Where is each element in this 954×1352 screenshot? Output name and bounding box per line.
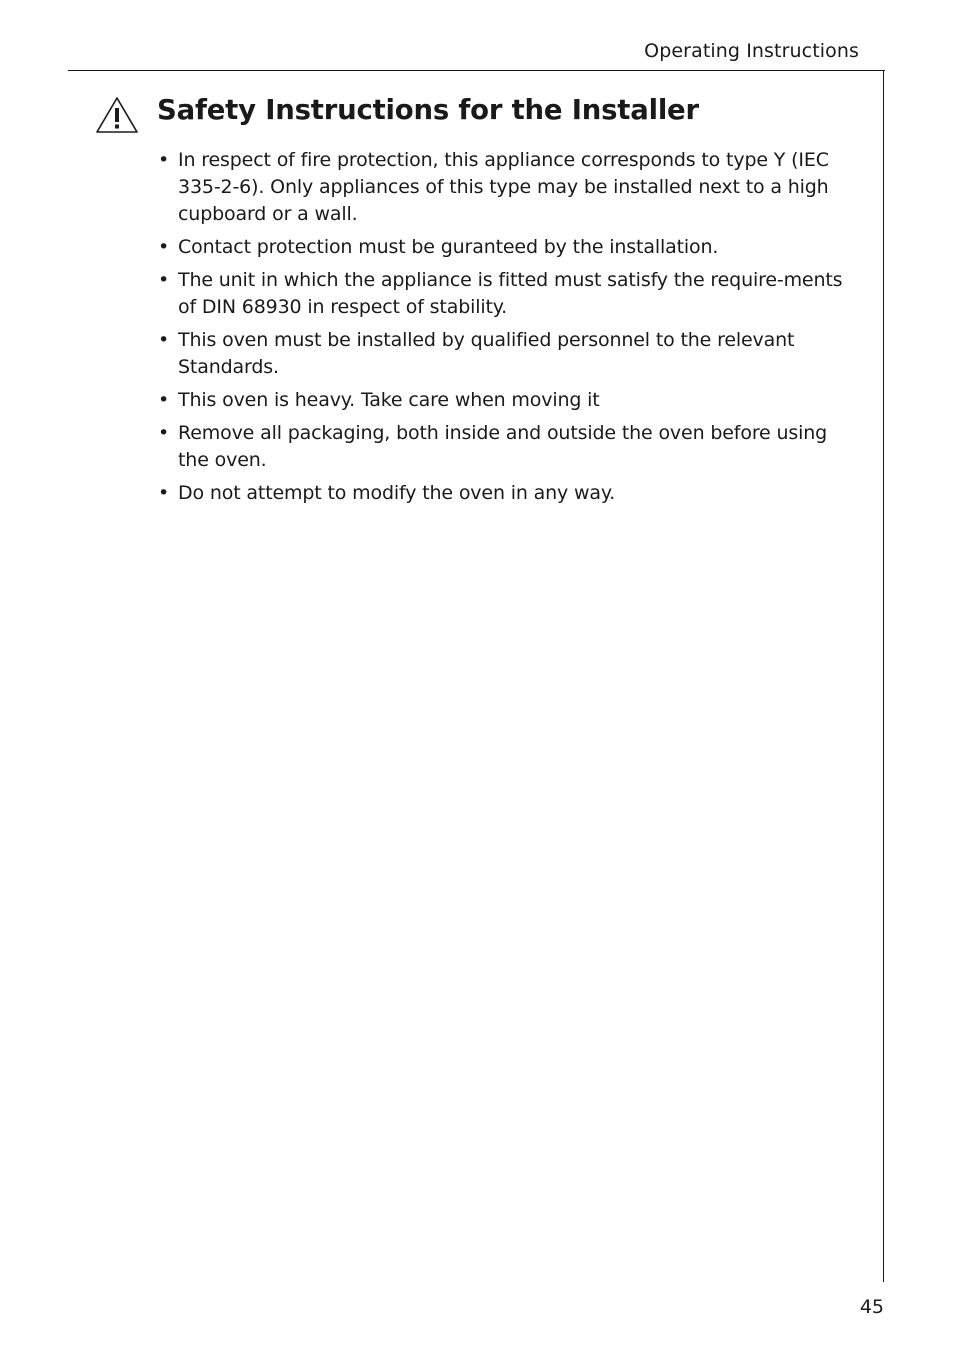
bullet: • xyxy=(158,482,170,504)
header-rule xyxy=(68,70,885,71)
instruction-text: Contact protection must be guranteed by the installation. xyxy=(178,236,719,258)
list-item xyxy=(158,420,858,474)
right-margin-rule xyxy=(883,70,884,1282)
instruction-text: Do not attempt to modify the oven in any way. xyxy=(178,482,616,504)
list-item xyxy=(158,147,858,228)
safety-instructions-list xyxy=(158,147,858,513)
instruction-text: Remove all packaging, both inside and outside the oven before using the oven. xyxy=(178,422,828,471)
list-item xyxy=(158,234,858,261)
bullet: • xyxy=(158,149,170,171)
instruction-text: This oven is heavy. Take care when moving it xyxy=(178,389,600,411)
section-title: Safety Instructions for the Installer xyxy=(157,94,699,126)
running-header: Operating Instructions xyxy=(644,40,859,62)
warning-triangle-icon xyxy=(95,96,139,134)
list-item xyxy=(158,327,858,381)
list-item xyxy=(158,387,858,414)
bullet: • xyxy=(158,269,170,291)
bullet: • xyxy=(158,329,170,351)
instruction-text: This oven must be installed by qualified personnel to the relevant Standards. xyxy=(178,329,795,378)
bullet: • xyxy=(158,422,170,444)
list-item xyxy=(158,267,858,321)
bullet: • xyxy=(158,236,170,258)
page-number: 45 xyxy=(859,1296,884,1318)
instruction-text: The unit in which the appliance is fitted must satisfy the require-ments of DIN 68930 in respect of stability. xyxy=(178,269,843,318)
instruction-text: In respect of fire protection, this appliance corresponds to type Y (IEC 335-2-6). Only appliances of this type may be installed next to a high cupboard or a wall. xyxy=(178,149,829,225)
list-item xyxy=(158,480,858,507)
bullet: • xyxy=(158,389,170,411)
